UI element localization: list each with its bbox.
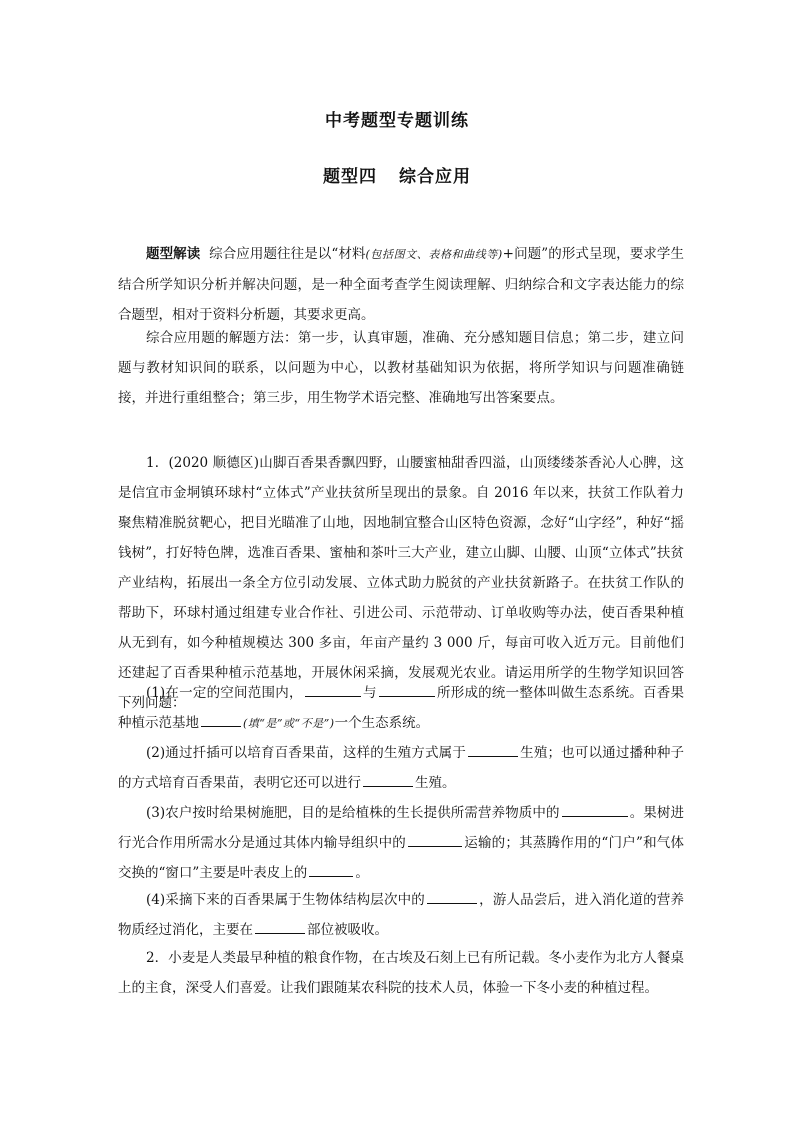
answer-blank[interactable] xyxy=(201,712,241,727)
intro-note: (包括图文、表格和曲线等) xyxy=(365,248,503,261)
part-1-text-c: 所形成的统一整体叫做生态系统。百香果种植示范基地 xyxy=(118,685,685,731)
question-1-part-3 xyxy=(118,798,684,888)
question-1-number: 1． xyxy=(146,455,169,471)
part-2-text-c: 生殖。 xyxy=(415,775,456,791)
answer-blank[interactable] xyxy=(427,889,477,904)
intro-text-1: 综合应用题往往是以“材料 xyxy=(209,246,366,262)
answer-blank[interactable] xyxy=(305,682,361,697)
part-3-text-c: 运输的；其蒸腾作用的“门户”和气体交换的“窗口”主要是叶表皮上的 xyxy=(118,835,684,881)
part-1-text-d: 一个生态系统。 xyxy=(334,715,430,731)
part-1-text-b: 与 xyxy=(362,685,377,701)
answer-blank[interactable] xyxy=(363,772,413,787)
section-number: 题型四 xyxy=(323,167,377,187)
part-2-text-a: (2)通过扦插可以培育百香果苗，这样的生殖方式属于 xyxy=(146,745,466,761)
part-4-text-a: (4)采摘下来的百香果属于生物体结构层次中的 xyxy=(146,892,425,908)
part-1-text-a: (1)在一定的空间范围内， xyxy=(146,685,303,701)
part-2-text-b: 生殖；也可以通过播种种子的方式培育百香果苗，表明它还可以进行 xyxy=(118,745,684,791)
question-1-source: (2020 顺德区) xyxy=(168,455,260,471)
section-title xyxy=(0,162,794,187)
part-3-text-d: 。 xyxy=(355,865,369,881)
document-title: 中考题型专题训练 xyxy=(325,111,469,131)
question-1-part-2 xyxy=(118,738,684,798)
question-2 xyxy=(118,943,684,1003)
question-1-part-4 xyxy=(118,885,684,945)
answer-blank[interactable] xyxy=(468,742,518,757)
question-2-number: 2． xyxy=(146,950,169,966)
part-4-text-b: ，游人品尝后，进入消化道的营养物质经过消化，主要在 xyxy=(118,892,685,938)
answer-blank[interactable] xyxy=(255,919,305,934)
part-1-note: (填“是”或“不是”) xyxy=(243,717,335,730)
part-3-text-b: 。果树进行光合作用所需水分是通过其体内输导组织中的 xyxy=(118,805,685,851)
answer-blank[interactable] xyxy=(562,802,628,817)
answer-blank[interactable] xyxy=(408,832,462,847)
part-3-text-a: (3)农户按时给果树施肥，目的是给植株的生长提供所需营养物质中的 xyxy=(146,805,560,821)
intro-paragraph xyxy=(118,239,684,330)
answer-blank[interactable] xyxy=(379,682,435,697)
section-name: 综合应用 xyxy=(399,167,471,187)
question-1-text: 山脚百香果香飘四野，山腰蜜柚甜香四溢，山顶缕缕茶香沁人心脾，这是信宜市金垌镇环球村“立体式”产业扶贫所呈现出的景象。自 2016 年以来，扶贫工作队着力聚焦精准脱贫靶心，把目光瞄准了山地，因地制宜整合山区特色资源，念好“山字经”，种好“摇钱树”，打好特色牌，选准百香果、蜜柚和茶叶三大产业，建立山脚、山腰、山顶“立体式”扶贫产业结构，拓展出一条全方位引动发展、立体式助力脱贫的产业扶贫新路子。在扶贫工作队的帮助下，环球村通过组建专业合作社、引进公司、示范带动、订单收购等办法，使百香果种植从无到有，如今种植规模达 300 多亩，年亩产量约 3 000 斤，每亩可收入近万元。目前他们还建起了百香果种植示范基地，开展休闲采摘，发展观光农业。请运用所学的生物学知识回答下列问题： xyxy=(118,455,685,711)
part-4-text-c: 部位被吸收。 xyxy=(307,922,388,938)
question-1-part-1 xyxy=(118,678,684,739)
method-paragraph: 综合应用题的解题方法：第一步，认真审题，准确、充分感知题目信息；第二步，建立问题与教材知识间的联系，以问题为中心，以教材基础知识为依据，将所学知识与问题准确链接，并进行重组整合；第三步，用生物学术语完整、准确地写出答案要点。 xyxy=(118,330,684,406)
question-2-text: 小麦是人类最早种植的粮食作物，在古埃及石刻上已有所记载。冬小麦作为北方人餐桌上的主食，深受人们喜爱。让我们跟随某农科院的技术人员，体验一下冬小麦的种植过程。 xyxy=(118,950,685,996)
intro-text-2: +问题”的形式呈现，要求学生结合所学知识分析并解决问题，是一种全面考查学生阅读理解、归纳综合和文字表达能力的综合题型，相对于资料分析题，其要求更高。 xyxy=(118,246,684,323)
answer-blank[interactable] xyxy=(309,862,353,877)
intro-label: 题型解读 xyxy=(146,246,201,262)
